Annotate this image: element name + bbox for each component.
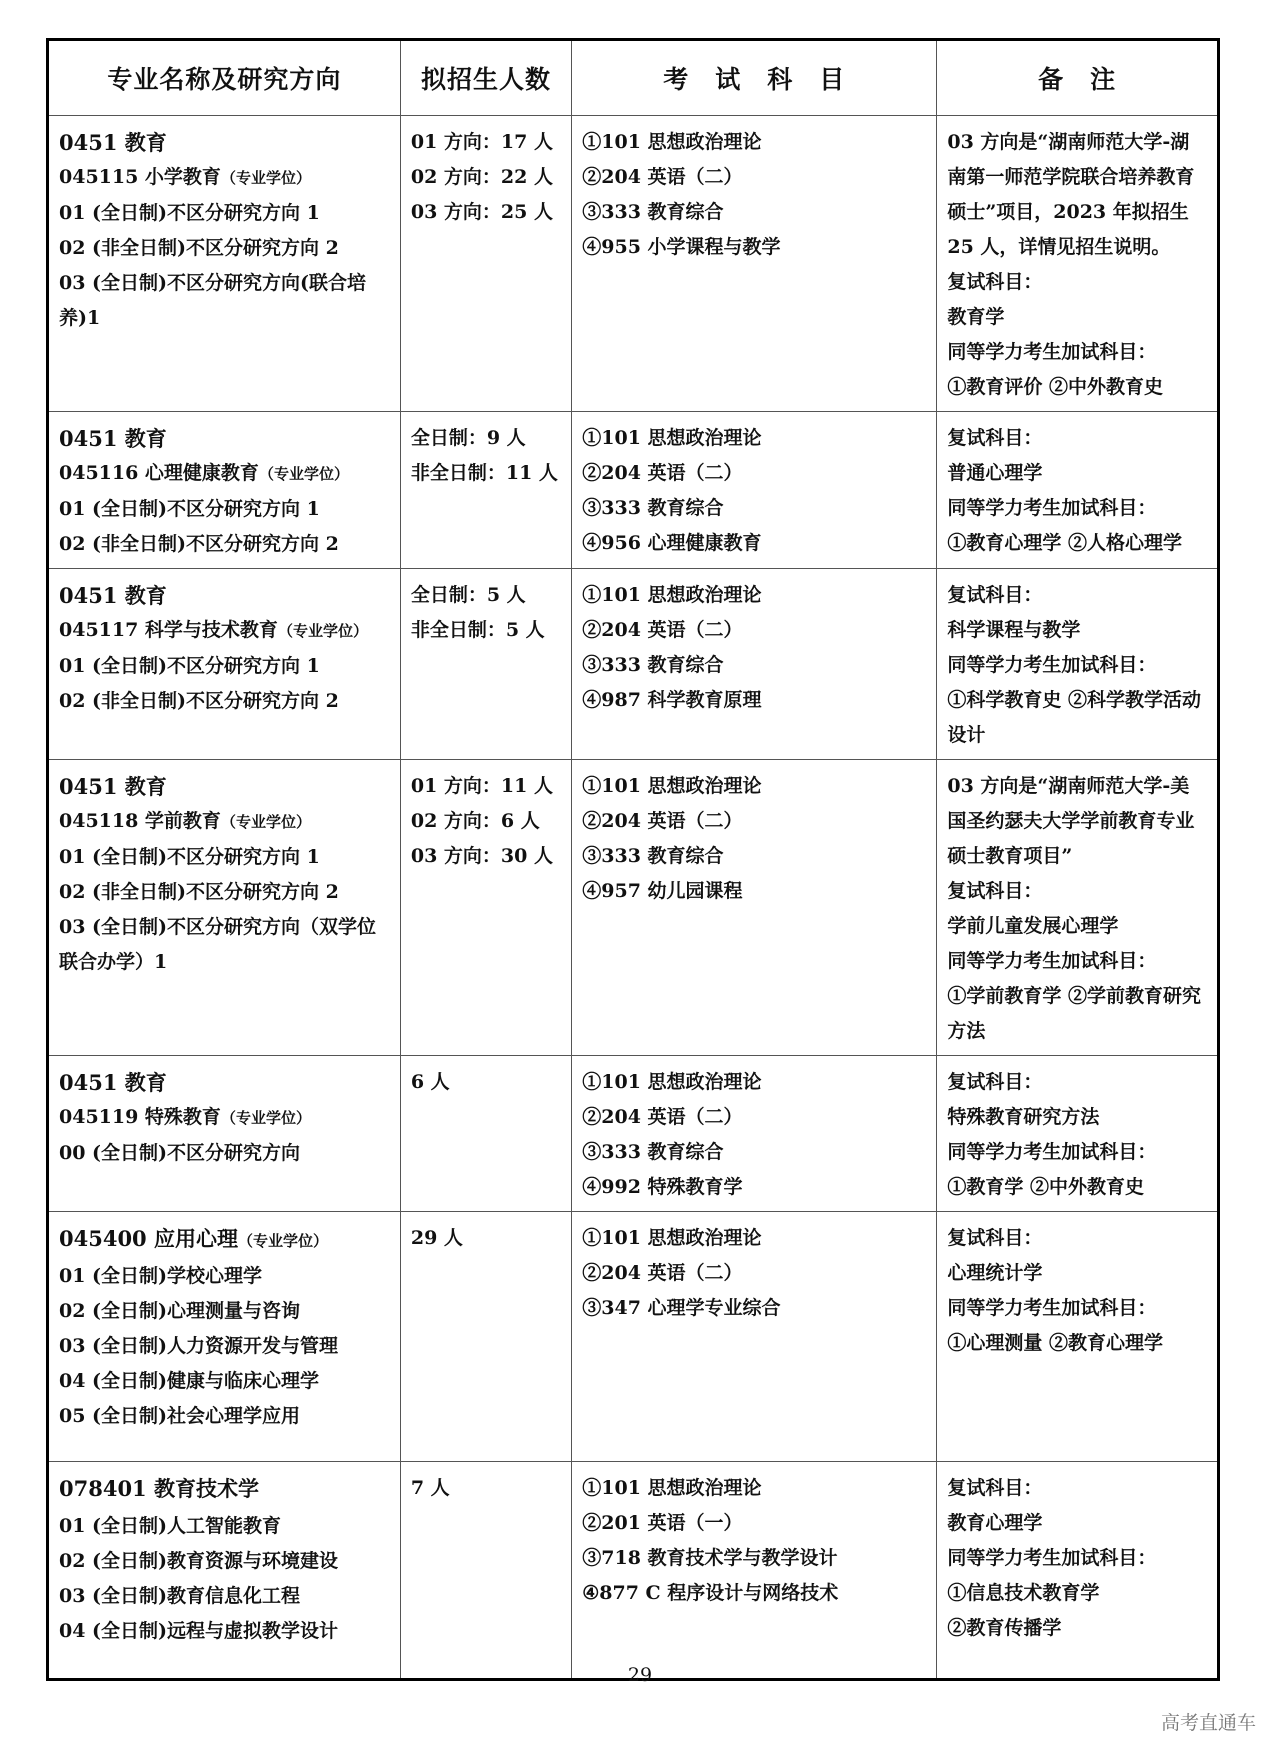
note: ①科学教育史 ②科学教学活动设计	[947, 689, 1201, 746]
note: 普通心理学	[947, 462, 1043, 484]
enroll-cell	[400, 1462, 571, 1680]
notes-cell	[937, 1212, 1219, 1462]
note: 同等学力考生加试科目：	[947, 654, 1157, 676]
enroll-count: 全日制：5 人	[410, 584, 526, 606]
note: 教育学	[947, 306, 1005, 328]
exam-subject: ①101 思想政治理论	[582, 584, 762, 606]
enroll-count: 03 方向：30 人	[410, 845, 553, 867]
exam-subject: ①101 思想政治理论	[582, 131, 762, 153]
note: 复试科目：	[947, 427, 1043, 449]
direction: 03 (全日制)不区分研究方向(联合培养)1	[59, 272, 367, 329]
note: 心理统计学	[947, 1262, 1043, 1284]
exam-subject: ③333 教育综合	[582, 654, 724, 676]
header-major: 专业名称及研究方向	[48, 40, 401, 116]
direction: 04 (全日制)远程与虚拟教学设计	[59, 1620, 339, 1642]
table-header-row	[48, 40, 1219, 116]
note: ①学前教育学 ②学前教育研究方法	[947, 985, 1201, 1042]
page-number: 29	[627, 1664, 653, 1686]
note: ①教育学 ②中外教育史	[947, 1176, 1144, 1198]
notes-cell	[937, 116, 1219, 412]
table-row	[48, 116, 1219, 412]
note: 复试科目：	[947, 880, 1043, 902]
notes-cell	[937, 412, 1219, 569]
major-cell	[48, 1462, 401, 1680]
enroll-count: 01 方向：11 人	[410, 775, 553, 797]
note: 复试科目：	[947, 1477, 1043, 1499]
degree-tag: （专业学位）	[277, 622, 368, 640]
note: 同等学力考生加试科目：	[947, 1297, 1157, 1319]
note: 特殊教育研究方法	[947, 1106, 1100, 1128]
direction: 05 (全日制)社会心理学应用	[59, 1405, 301, 1427]
degree-tag: （专业学位）	[237, 1232, 328, 1250]
exam-subject: ③718 教育技术学与教学设计	[582, 1547, 838, 1569]
degree-tag: （专业学位）	[220, 169, 311, 187]
note: 同等学力考生加试科目：	[947, 341, 1157, 363]
direction: 04 (全日制)健康与临床心理学	[59, 1370, 320, 1392]
direction: 02 (非全日制)不区分研究方向 2	[59, 690, 339, 712]
direction: 02 (非全日制)不区分研究方向 2	[59, 237, 339, 259]
admissions-table	[46, 38, 1220, 1681]
note: ①教育评价 ②中外教育史	[947, 376, 1163, 398]
note: 复试科目：	[947, 271, 1043, 293]
exam-subject: ④956 心理健康教育	[582, 532, 762, 554]
note: 教育心理学	[947, 1512, 1043, 1534]
direction: 03 (全日制)人力资源开发与管理	[59, 1335, 339, 1357]
sub-major: 045117 科学与技术教育	[59, 619, 278, 641]
exam-cell	[572, 116, 937, 412]
exam-cell	[572, 1056, 937, 1212]
exam-subject: ②204 英语（二）	[582, 619, 743, 641]
direction: 01 (全日制)学校心理学	[59, 1265, 263, 1287]
notes-cell	[937, 1462, 1219, 1680]
enroll-count: 02 方向：22 人	[410, 166, 553, 188]
exam-subject: ①101 思想政治理论	[582, 775, 762, 797]
major-cell	[48, 1056, 401, 1212]
note: 科学课程与教学	[947, 619, 1081, 641]
sub-major: 045118 学前教育	[59, 810, 221, 832]
major-cell	[48, 569, 401, 760]
notes-cell	[937, 760, 1219, 1056]
direction: 03 (全日制)教育信息化工程	[59, 1585, 301, 1607]
exam-cell	[572, 760, 937, 1056]
enroll-count: 7 人	[410, 1477, 450, 1499]
major-title: 078401 教育技术学	[59, 1476, 259, 1501]
enroll-count: 29 人	[410, 1227, 463, 1249]
enroll-cell	[400, 412, 571, 569]
major-cell	[48, 412, 401, 569]
major-cell	[48, 116, 401, 412]
header-notes: 备 注	[937, 40, 1219, 116]
exam-subject: ②204 英语（二）	[582, 810, 743, 832]
exam-cell	[572, 1462, 937, 1680]
exam-subject: ①101 思想政治理论	[582, 1227, 762, 1249]
table-row	[48, 1212, 1219, 1462]
direction: 02 (全日制)教育资源与环境建设	[59, 1550, 339, 1572]
exam-subject: ④877 C 程序设计与网络技术	[582, 1582, 839, 1604]
exam-cell	[572, 569, 937, 760]
major-title: 0451 教育	[59, 583, 167, 608]
table-row	[48, 412, 1219, 569]
enroll-count: 非全日制：11 人	[410, 462, 558, 484]
note: 复试科目：	[947, 1227, 1043, 1249]
note: 复试科目：	[947, 584, 1043, 606]
exam-cell	[572, 412, 937, 569]
direction: 01 (全日制)不区分研究方向 1	[59, 202, 320, 224]
exam-subject: ①101 思想政治理论	[582, 427, 762, 449]
direction: 01 (全日制)不区分研究方向 1	[59, 498, 320, 520]
exam-subject: ②201 英语（一）	[582, 1512, 743, 1534]
note: 同等学力考生加试科目：	[947, 1547, 1157, 1569]
direction: 02 (非全日制)不区分研究方向 2	[59, 533, 339, 555]
degree-tag: （专业学位）	[220, 1109, 311, 1127]
exam-subject: ④955 小学课程与教学	[582, 236, 781, 258]
note: ①信息技术教育学	[947, 1582, 1100, 1604]
direction: 01 (全日制)人工智能教育	[59, 1515, 282, 1537]
note: 同等学力考生加试科目：	[947, 950, 1157, 972]
major-title: 0451 教育	[59, 1070, 167, 1095]
degree-tag: （专业学位）	[258, 465, 349, 483]
exam-subject: ③347 心理学专业综合	[582, 1297, 781, 1319]
exam-subject: ②204 英语（二）	[582, 1262, 743, 1284]
note: 学前儿童发展心理学	[947, 915, 1119, 937]
note: 03 方向是“湖南师范大学-美国圣约瑟夫大学学前教育专业硕士教育项目”	[947, 775, 1195, 867]
exam-subject: ②204 英语（二）	[582, 1106, 743, 1128]
direction: 00 (全日制)不区分研究方向	[59, 1142, 301, 1164]
enroll-cell	[400, 1056, 571, 1212]
direction: 01 (全日制)不区分研究方向 1	[59, 655, 320, 677]
enroll-count: 全日制：9 人	[410, 427, 526, 449]
table-row	[48, 1056, 1219, 1212]
enroll-cell	[400, 116, 571, 412]
table-row	[48, 1462, 1219, 1680]
direction: 02 (非全日制)不区分研究方向 2	[59, 881, 339, 903]
note: ①心理测量 ②教育心理学	[947, 1332, 1163, 1354]
degree-tag: （专业学位）	[220, 813, 311, 831]
major-title: 0451 教育	[59, 130, 167, 155]
direction: 01 (全日制)不区分研究方向 1	[59, 846, 320, 868]
header-enroll: 拟招生人数	[400, 40, 571, 116]
enroll-count: 03 方向：25 人	[410, 201, 553, 223]
exam-subject: ④957 幼儿园课程	[582, 880, 743, 902]
enroll-cell	[400, 569, 571, 760]
notes-cell	[937, 1056, 1219, 1212]
major-cell	[48, 760, 401, 1056]
enroll-count: 6 人	[410, 1071, 450, 1093]
note: 复试科目：	[947, 1071, 1043, 1093]
sub-major: 045116 心理健康教育	[59, 462, 259, 484]
table-row	[48, 569, 1219, 760]
enroll-count: 非全日制：5 人	[410, 619, 545, 641]
enroll-cell	[400, 760, 571, 1056]
exam-subject: ③333 教育综合	[582, 497, 724, 519]
enroll-count: 01 方向：17 人	[410, 131, 553, 153]
major-title: 0451 教育	[59, 774, 167, 799]
exam-subject: ②204 英语（二）	[582, 462, 743, 484]
note: ②教育传播学	[947, 1617, 1062, 1639]
note: 同等学力考生加试科目：	[947, 1141, 1157, 1163]
exam-subject: ③333 教育综合	[582, 845, 724, 867]
major-title: 045400 应用心理	[59, 1226, 238, 1251]
exam-subject: ③333 教育综合	[582, 201, 724, 223]
sub-major: 045119 特殊教育	[59, 1106, 221, 1128]
enroll-cell	[400, 1212, 571, 1462]
note: 同等学力考生加试科目：	[947, 497, 1157, 519]
exam-subject: ④992 特殊教育学	[582, 1176, 743, 1198]
exam-subject: ②204 英语（二）	[582, 166, 743, 188]
table-row	[48, 760, 1219, 1056]
exam-subject: ①101 思想政治理论	[582, 1477, 762, 1499]
exam-subject: ③333 教育综合	[582, 1141, 724, 1163]
sub-major: 045115 小学教育	[59, 166, 221, 188]
exam-cell	[572, 1212, 937, 1462]
note: ①教育心理学 ②人格心理学	[947, 532, 1182, 554]
direction: 02 (全日制)心理测量与咨询	[59, 1300, 301, 1322]
notes-cell	[937, 569, 1219, 760]
direction: 03 (全日制)不区分研究方向（双学位联合办学）1	[59, 916, 377, 973]
header-exams: 考 试 科 目	[572, 40, 937, 116]
exam-subject: ①101 思想政治理论	[582, 1071, 762, 1093]
major-title: 0451 教育	[59, 426, 167, 451]
major-cell	[48, 1212, 401, 1462]
enroll-count: 02 方向：6 人	[410, 810, 540, 832]
note: 03 方向是“湖南师范大学-湖南第一师范学院联合培养教育硕士”项目，2023 年拟招生 25 人，详情见招生说明。	[947, 131, 1195, 258]
exam-subject: ④987 科学教育原理	[582, 689, 762, 711]
watermark: 高考直通车	[1160, 1712, 1256, 1734]
